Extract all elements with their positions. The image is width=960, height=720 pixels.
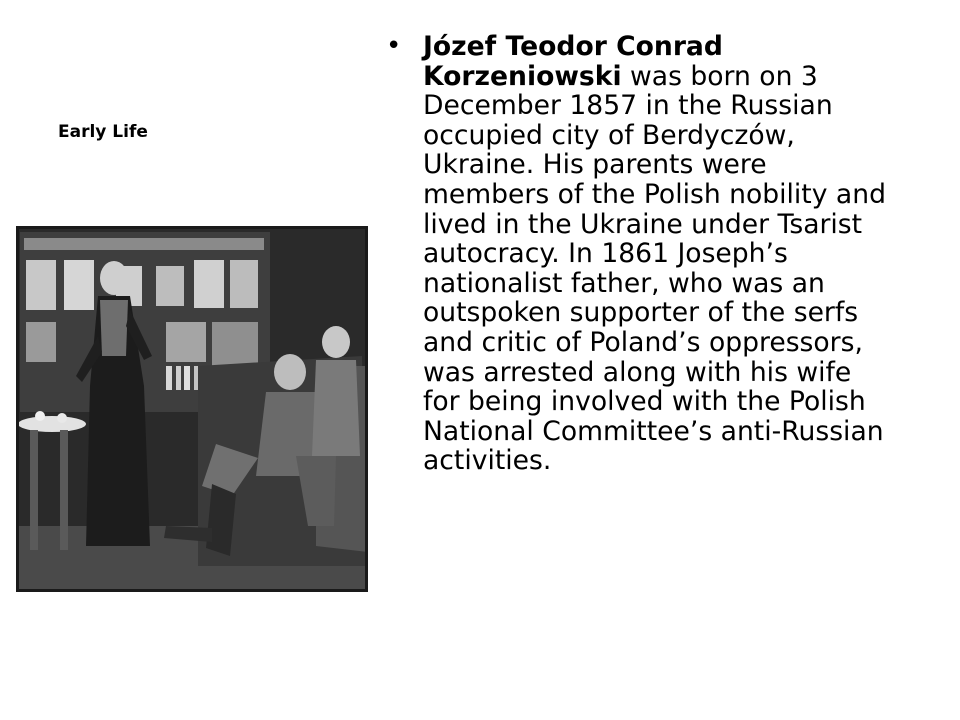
- slide-title: Early Life: [58, 122, 148, 142]
- family-photograph: [16, 226, 368, 592]
- bullet-text: [423, 32, 888, 476]
- subject-name: Józef Teodor Conrad Korzeniowski: [423, 31, 723, 92]
- bullet-marker: •: [386, 31, 402, 61]
- bullet-body: was born on 3 December 1857 in the Russian occupied city of Berdyczów, Ukraine. His parents were members of the Polish nobility and lived in the Ukraine under Tsarist autocracy. In 1861 Joseph’s nationalist father, who was an outspoken supporter of the serfs and critic of Poland’s oppressors, was arrested along with his wife for being involved with the Polish National Committee’s anti-Russian activities.: [423, 60, 886, 477]
